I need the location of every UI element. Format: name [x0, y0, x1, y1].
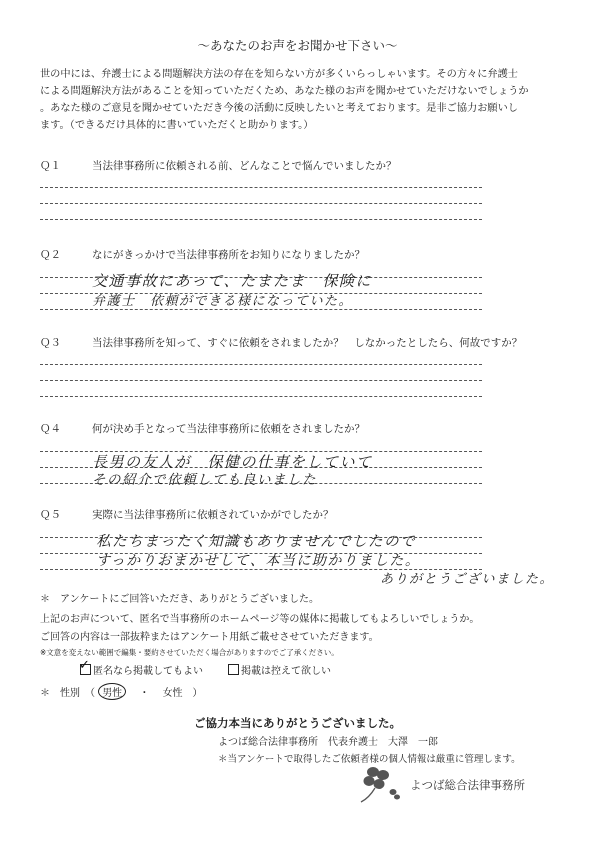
publish-option-no[interactable] — [228, 662, 331, 677]
question-1 — [40, 158, 560, 174]
question-number: Ｑ１ — [40, 160, 61, 172]
handwritten-answer: 弁護士 依頼ができる様になっていた。 — [92, 294, 354, 309]
handwritten-answer: ありがとうございました。 — [380, 572, 555, 587]
closing-thanks: ご協力本当にありがとうございました。 — [194, 716, 401, 730]
handwritten-answer: 交通事故にあって、たまたま 保険に — [92, 272, 373, 290]
question-number: Ｑ３ — [40, 337, 61, 349]
question-3 — [40, 335, 580, 351]
firm-logo-text: よつば総合法律事務所 — [410, 778, 525, 792]
answer-line — [40, 309, 482, 310]
question-4 — [40, 421, 560, 437]
answer-line — [40, 203, 482, 204]
question-5 — [40, 507, 560, 523]
gender-label: ＊ 性別 （ — [40, 688, 95, 699]
clover-logo-icon — [355, 762, 405, 807]
answer-line — [40, 219, 482, 220]
checkbox-empty[interactable] — [228, 664, 239, 675]
privacy-note: ＊当アンケートで取得したご依頼者様の個人情報は厳重に管理します。 — [218, 754, 521, 765]
answer-line — [40, 364, 482, 365]
question-2 — [40, 247, 560, 263]
intro-line: 。あなた様のご意見を聞かせていただき今後の活動に反映したいと考えております。是非ご協力お願いし — [40, 103, 518, 114]
handwritten-answer: 長男の友人が 保健の仕事をしていて — [92, 453, 373, 471]
publish-question: 上記のお声について、匿名で当事務所のホームページ等の媒体に掲載してもよろしいでしょうか。 — [40, 614, 480, 625]
edit-note: ※文意を変えない範囲で編集・要約させていただく場合がありますのでご了承ください。 — [40, 648, 339, 657]
intro-text — [40, 66, 560, 134]
question-text: 当法律事務所を知って、すぐに依頼をされましたか？ しなかったとしたら、何故ですか？ — [92, 337, 523, 349]
question-number: Ｑ４ — [40, 423, 61, 435]
answer-line — [40, 380, 482, 381]
intro-line: ます。（できるだけ具体的に書いていただくと助かります。） — [40, 120, 314, 131]
gender-male-circled[interactable]: 男性 — [98, 683, 126, 700]
question-text: 何が決め手となって当法律事務所に依頼をされましたか？ — [92, 423, 365, 435]
excerpt-note: ご回答の内容は一部抜粋またはアンケート用紙ご載せさせていただきます。 — [40, 632, 379, 643]
handwritten-answer: すっかりおまかせして、本当に助かりました。 — [96, 553, 421, 569]
publish-option-yes[interactable] — [80, 662, 203, 677]
intro-line: による問題解決方法があることを知っていただくため、あなた様のお声を聞かせていただけないでしょうか — [40, 86, 529, 97]
handwritten-answer: 私たちまったく知識もありませんでしたので — [96, 534, 416, 550]
question-text: 実際に当法律事務所に依頼されていかがでしたか？ — [92, 509, 334, 521]
gender-female[interactable]: 女性 ） — [162, 688, 203, 699]
option-label: 掲載は控えて欲しい — [241, 666, 331, 677]
question-text: 当法律事務所に依頼される前、どんなことで悩んでいましたか？ — [92, 160, 397, 172]
answer-line — [40, 187, 482, 188]
gender-field — [40, 683, 203, 700]
thanks-line: ＊ アンケートにご回答いただき、ありがとうございました。 — [40, 594, 319, 605]
intro-line: 世の中には、弁護士による問題解決方法の存在を知らない方が多くいらっしゃいます。その方々に弁護士 — [40, 69, 518, 80]
handwritten-answer: その紹介で依頼しても良いました — [92, 472, 317, 488]
question-number: Ｑ２ — [40, 249, 61, 261]
gender-separator: ・ — [139, 688, 150, 699]
option-label: 匿名なら掲載してもよい — [93, 666, 203, 677]
question-text: なにがきっかけで当法律事務所をお知りになりましたか？ — [92, 249, 365, 261]
page-title: ～あなたのお声をお聞かせ下さい～ — [197, 38, 398, 53]
answer-line — [40, 396, 482, 397]
checkbox-checked[interactable] — [80, 664, 91, 675]
firm-representative: よつば総合法律事務所 代表弁護士 大澤 一郎 — [218, 737, 438, 748]
question-number: Ｑ５ — [40, 509, 61, 521]
